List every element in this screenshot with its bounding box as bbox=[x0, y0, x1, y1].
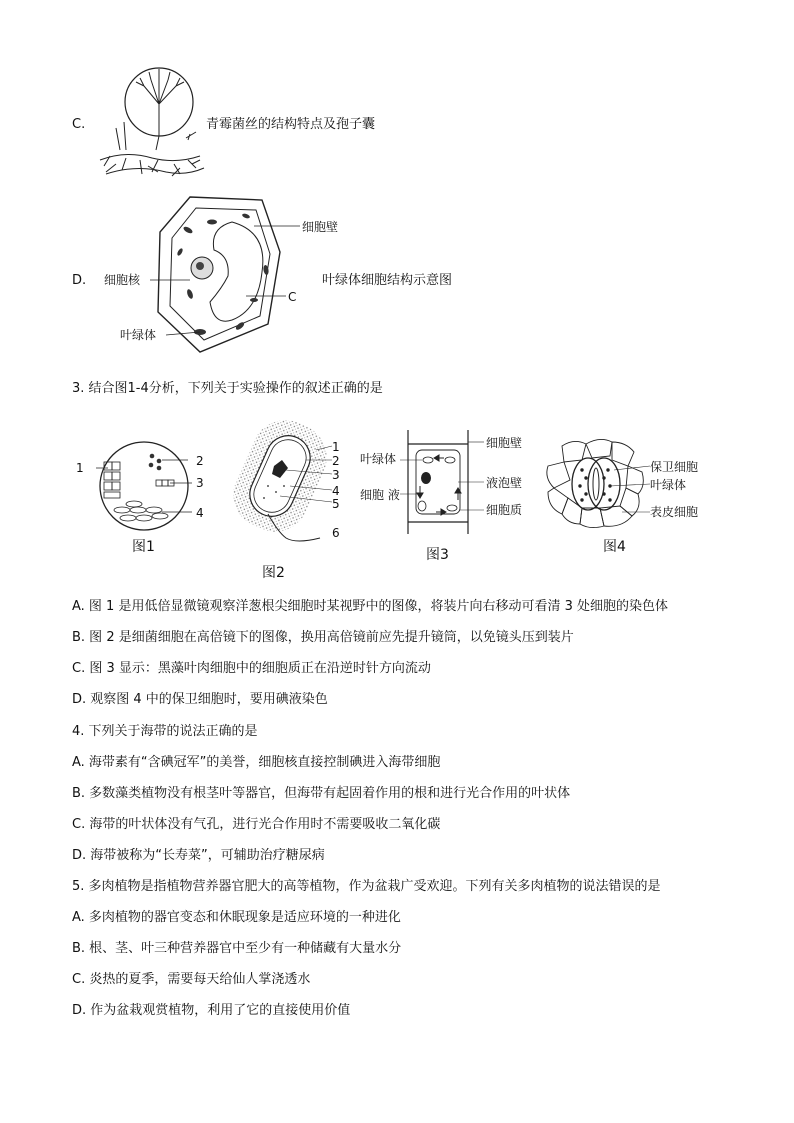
q3-option-a: A. 图 1 是用低倍显微镜观察洋葱根尖细胞时某视野中的图像，将装片向右移动可看清 3 处细胞的染色体 bbox=[72, 599, 669, 614]
fig3-cell-sap-label: 细胞 液 bbox=[360, 488, 400, 502]
q4-option-b: B. 多数藻类植物没有根茎叶等器官，但海带有起固着作用的根和进行光合作用的叶状体 bbox=[72, 786, 571, 801]
q4-option-a: A. 海带素有“含碘冠军”的美誉，细胞核直接控制碘进入海带细胞 bbox=[72, 755, 441, 770]
fig2-label-5: 5 bbox=[332, 497, 340, 511]
fig3-cytoplasm-label: 细胞质 bbox=[486, 503, 523, 517]
fig4-epidermis-label: 表皮细胞 bbox=[650, 505, 699, 519]
figure2-bacterium bbox=[224, 420, 334, 550]
cell-wall-label: 细胞壁 bbox=[302, 220, 339, 234]
fig1-label-2: 2 bbox=[196, 454, 204, 468]
fig1-label-1: 1 bbox=[76, 461, 84, 475]
fig2-label-2: 2 bbox=[332, 454, 340, 468]
fig1-label-4: 4 bbox=[196, 506, 204, 520]
fig2-label-6: 6 bbox=[332, 526, 340, 540]
fig4-guard-cell-label: 保卫细胞 bbox=[650, 460, 699, 474]
fig2-label-1: 1 bbox=[332, 440, 340, 454]
fig2-label-4: 4 bbox=[332, 484, 340, 498]
option-c-caption: 青霉菌丝的结构特点及孢子囊 bbox=[206, 117, 376, 132]
option-d-caption: 叶绿体细胞结构示意图 bbox=[322, 273, 453, 288]
nucleus-label: 细胞核 bbox=[104, 273, 141, 287]
figure1-microscope-field bbox=[96, 438, 196, 538]
q3-stem: 3. 结合图1-4分析，下列关于实验操作的叙述正确的是 bbox=[72, 381, 383, 396]
q5-option-c: C. 炎热的夏季，需要每天给仙人掌浇透水 bbox=[72, 972, 311, 987]
structure-c-label: C bbox=[288, 290, 297, 304]
figure4-caption: 图4 bbox=[603, 539, 626, 555]
penicillium-figure bbox=[96, 64, 206, 184]
figure3-leaf-cell bbox=[400, 430, 490, 535]
fig1-label-3: 3 bbox=[196, 476, 204, 490]
q5-option-d: D. 作为盆栽观赏植物，利用了它的直接使用价值 bbox=[72, 1003, 351, 1018]
q5-option-b: B. 根、茎、叶三种营养器官中至少有一种储藏有大量水分 bbox=[72, 941, 402, 956]
q3-option-b: B. 图 2 是细菌细胞在高倍镜下的图像，换用高倍镜前应先提升镜筒，以免镜头压到装片 bbox=[72, 630, 574, 645]
fig3-chloroplast-label: 叶绿体 bbox=[360, 452, 397, 466]
q4-option-c: C. 海带的叶状体没有气孔，进行光合作用时不需要吸收二氧化碳 bbox=[72, 817, 441, 832]
q3-option-d: D. 观察图 4 中的保卫细胞时，要用碘液染色 bbox=[72, 692, 328, 707]
fig3-vacuole-wall-label: 液泡壁 bbox=[486, 476, 523, 490]
plant-cell-figure bbox=[150, 192, 300, 367]
q5-option-a: A. 多肉植物的器官变态和休眠现象是适应环境的一种进化 bbox=[72, 910, 401, 925]
q5-stem: 5. 多肉植物是指植物营养器官肥大的高等植物，作为盆栽广受欢迎。下列有关多肉植物的说法错误的是 bbox=[72, 879, 661, 894]
fig3-cell-wall-label: 细胞壁 bbox=[486, 436, 523, 450]
fig2-label-3: 3 bbox=[332, 468, 340, 482]
figure1-caption: 图1 bbox=[132, 539, 155, 555]
q4-stem: 4. 下列关于海带的说法正确的是 bbox=[72, 724, 258, 739]
figure4-stoma bbox=[542, 436, 652, 532]
option-d-letter: D. bbox=[72, 273, 87, 288]
figure2-caption: 图2 bbox=[262, 565, 285, 581]
chloroplast-label: 叶绿体 bbox=[120, 328, 157, 342]
fig4-chloroplast-label: 叶绿体 bbox=[650, 478, 687, 492]
figure3-caption: 图3 bbox=[426, 547, 449, 563]
option-c-letter: C. bbox=[72, 117, 86, 132]
q4-option-d: D. 海带被称为“长寿菜”，可辅助治疗糖尿病 bbox=[72, 848, 325, 863]
q3-option-c: C. 图 3 显示：黑藻叶肉细胞中的细胞质正在沿逆时针方向流动 bbox=[72, 661, 431, 676]
